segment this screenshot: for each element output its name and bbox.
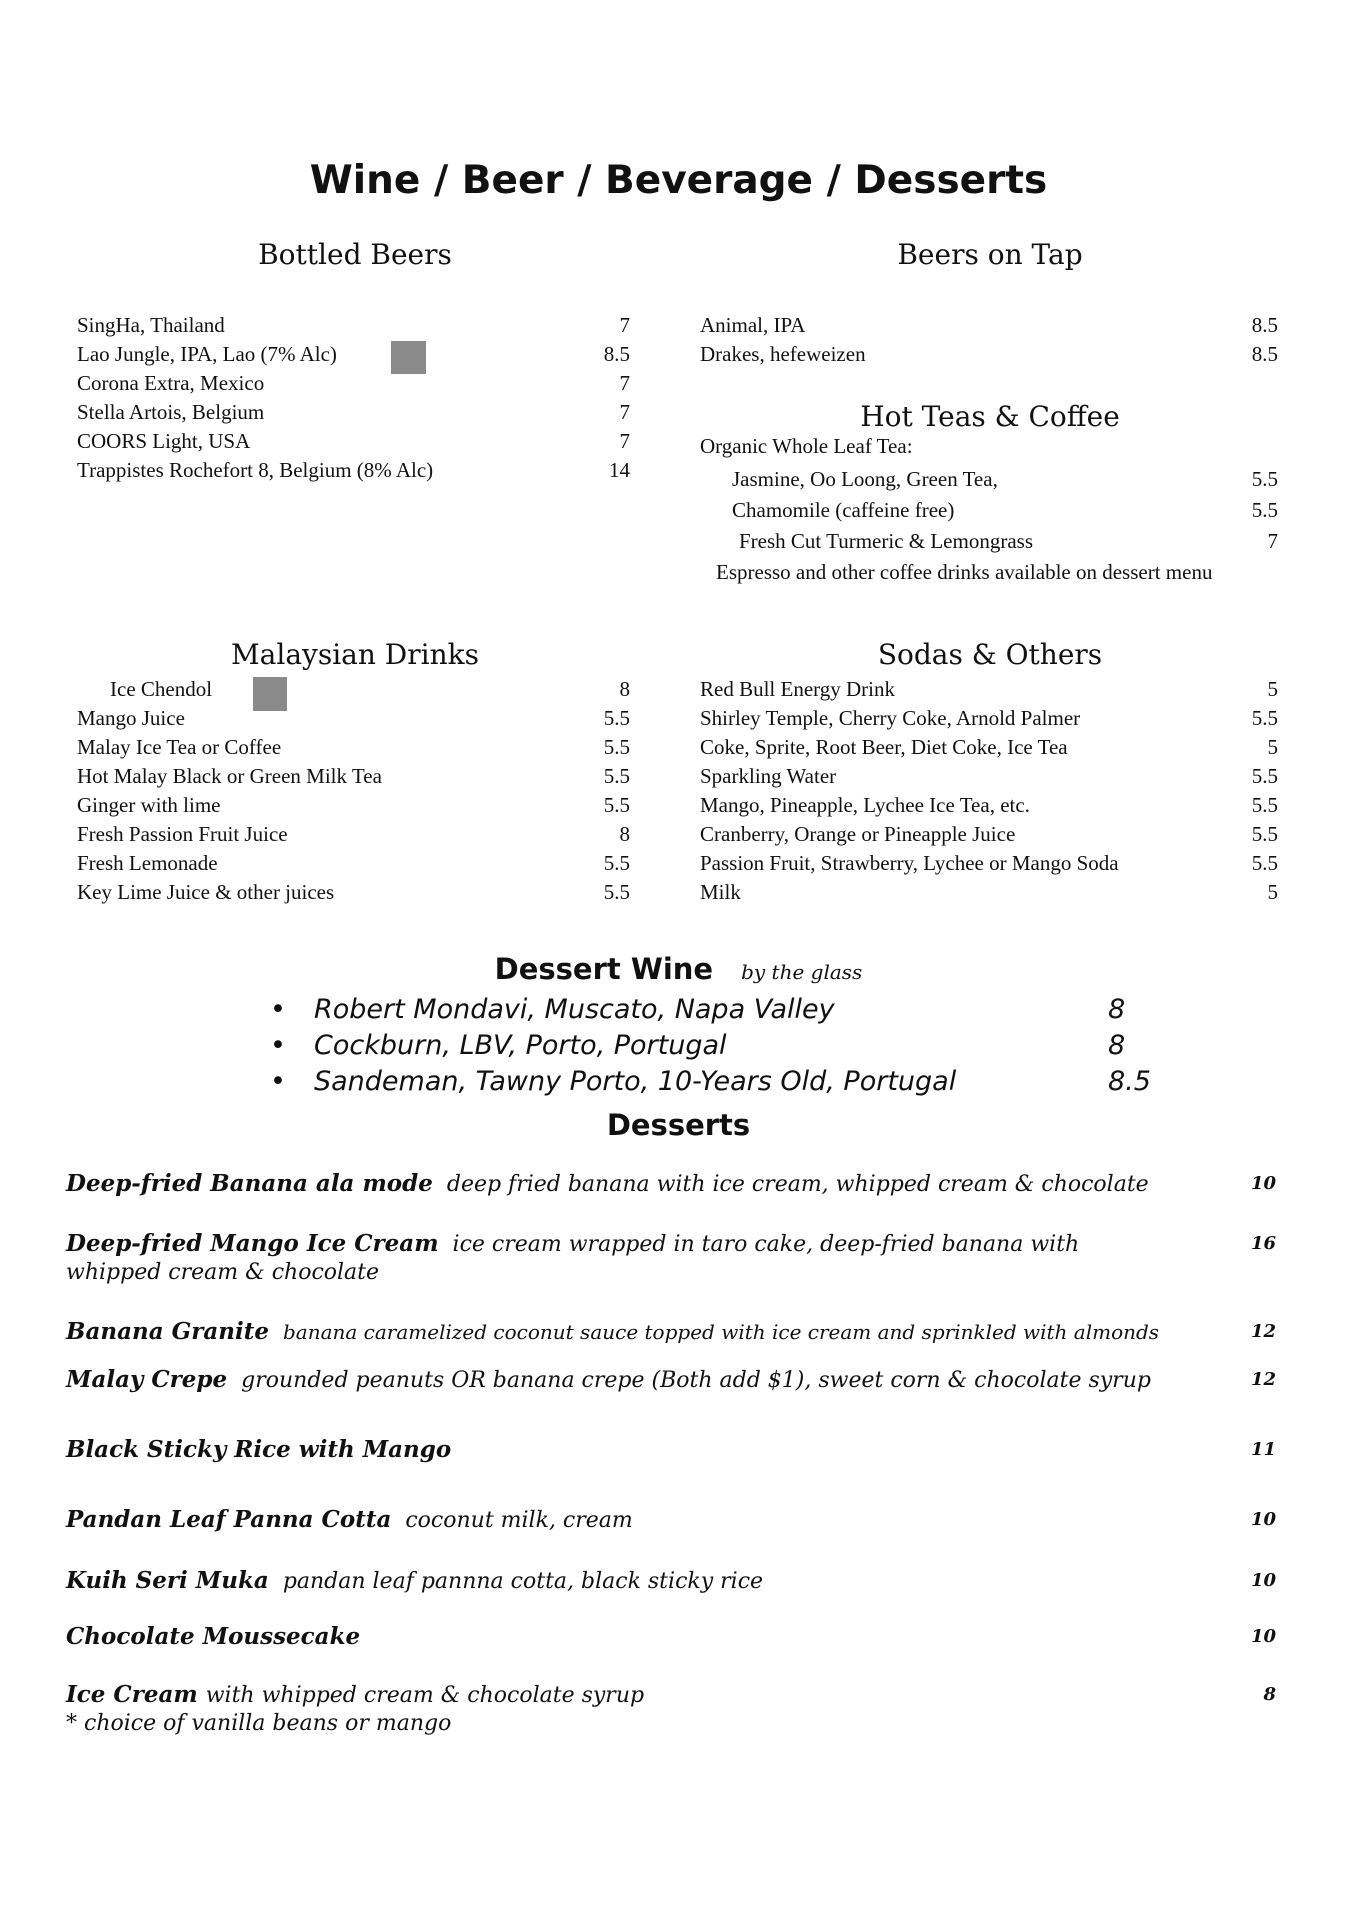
menu-item [700, 675, 1278, 704]
item-price: 5 [1267, 880, 1278, 904]
menu-item [77, 704, 630, 733]
item-price: 5.5 [603, 880, 630, 904]
menu-item [700, 340, 1278, 369]
item-price: 5.5 [1251, 706, 1278, 730]
item-name: Jasmine, Oo Loong, Green Tea, [732, 467, 998, 491]
item-price: 5 [1267, 735, 1278, 759]
dessert-desc: with whipped cream & chocolate syrup [205, 1683, 645, 1708]
item-name: Lao Jungle, IPA, Lao (7% Alc) [77, 342, 337, 366]
menu-item [77, 849, 630, 878]
item-name: Mango, Pineapple, Lychee Ice Tea, etc. [700, 793, 1030, 817]
bottled-beers-heading: Bottled Beers [258, 238, 452, 271]
item-price: 5.5 [603, 735, 630, 759]
bullet-icon: • [270, 1066, 286, 1097]
menu-item [700, 878, 1278, 907]
item-name: Hot Malay Black or Green Milk Tea [77, 764, 382, 788]
menu-item [700, 733, 1278, 762]
menu-item [77, 456, 630, 485]
dessert-wine-heading [0, 952, 1357, 986]
menu-item [77, 340, 630, 369]
list-item [270, 1028, 1150, 1064]
malaysian-drinks-list [77, 675, 630, 907]
menu-item [77, 820, 630, 849]
malaysian-drinks-heading: Malaysian Drinks [231, 638, 479, 671]
item-name: COORS Light, USA [77, 429, 251, 453]
image-placeholder [253, 677, 287, 711]
item-name: Animal, IPA [700, 313, 806, 337]
menu-item [77, 427, 630, 456]
dessert-name: Ice Cream [66, 1681, 198, 1708]
menu-item [77, 398, 630, 427]
item-price: 8.5 [603, 342, 630, 366]
menu-item [732, 496, 1278, 527]
item-name: Sandeman, Tawny Porto, 10-Years Old, Portugal [314, 1066, 957, 1097]
dessert-price: 8 [1263, 1684, 1276, 1705]
sodas-list [700, 675, 1278, 907]
dessert-price: 10 [1250, 1570, 1276, 1591]
item-name: Coke, Sprite, Root Beer, Diet Coke, Ice Tea [700, 735, 1068, 759]
dessert-price: 12 [1250, 1369, 1276, 1390]
image-placeholder [391, 341, 426, 374]
dessert-item [66, 1318, 1276, 1346]
menu-item [77, 369, 630, 398]
item-name: Fresh Lemonade [77, 851, 218, 875]
dessert-price: 16 [1250, 1233, 1276, 1254]
item-name: Sparkling Water [700, 764, 837, 788]
item-name: Trappistes Rochefort 8, Belgium (8% Alc) [77, 458, 434, 482]
dessert-name: Malay Crepe [66, 1366, 228, 1393]
dessert-wine-title: Dessert Wine [494, 952, 714, 986]
hot-teas-list [732, 465, 1278, 558]
item-name: Red Bull Energy Drink [700, 677, 896, 701]
dessert-wine-subtitle: by the glass [741, 960, 863, 984]
beers-on-tap-heading: Beers on Tap [897, 238, 1083, 271]
dessert-wine-list [270, 992, 1150, 1100]
dessert-price: 10 [1250, 1509, 1276, 1530]
dessert-item [66, 1230, 1276, 1287]
dessert-item [66, 1681, 1276, 1738]
item-price: 7 [1267, 529, 1278, 553]
item-price: 5.5 [603, 793, 630, 817]
bullet-icon: • [270, 994, 286, 1025]
sodas-heading: Sodas & Others [877, 638, 1103, 671]
tea-intro: Organic Whole Leaf Tea: [700, 434, 913, 458]
dessert-price: 11 [1250, 1439, 1276, 1460]
menu-item [77, 675, 630, 704]
item-price: 5 [1267, 677, 1278, 701]
item-price: 7 [619, 429, 630, 453]
dessert-name: Pandan Leaf Panna Cotta [66, 1506, 392, 1533]
item-price: 5.5 [603, 706, 630, 730]
item-price: 7 [619, 371, 630, 395]
item-name: Corona Extra, Mexico [77, 371, 265, 395]
item-price: 8.5 [1251, 313, 1278, 337]
dessert-desc: banana caramelized coconut sauce topped with ice cream and sprinkled with almonds [282, 1320, 1160, 1344]
item-price: 5.5 [603, 764, 630, 788]
item-name: Chamomile (caffeine free) [732, 498, 955, 522]
dessert-item [66, 1567, 1276, 1596]
menu-item [700, 311, 1278, 340]
item-price: 8 [1108, 1030, 1126, 1061]
menu-item [77, 762, 630, 791]
dessert-item [66, 1506, 1276, 1535]
menu-item [77, 733, 630, 762]
item-name: Ice Chendol [110, 677, 213, 701]
item-price: 5.5 [1251, 851, 1278, 875]
hot-teas-heading: Hot Teas & Coffee [860, 400, 1120, 433]
item-price: 8 [619, 677, 630, 701]
item-price: 8 [1108, 994, 1126, 1025]
page-title: Wine / Beer / Beverage / Desserts [309, 158, 1048, 203]
list-item [270, 992, 1150, 1028]
beers-on-tap-list [700, 311, 1278, 369]
item-price: 14 [609, 458, 630, 482]
dessert-name: Deep-fried Mango Ice Cream [66, 1230, 439, 1257]
item-name: Fresh Passion Fruit Juice [77, 822, 288, 846]
bottled-beers-list [77, 311, 630, 485]
item-price: 5.5 [603, 851, 630, 875]
dessert-item [66, 1436, 1276, 1465]
item-price: 5.5 [1251, 793, 1278, 817]
item-price: 5.5 [1251, 467, 1278, 491]
item-price: 7 [619, 313, 630, 337]
menu-item [700, 820, 1278, 849]
dessert-desc: grounded peanuts OR banana crepe (Both add $1), sweet corn & chocolate syrup [241, 1368, 1151, 1393]
item-price: 5.5 [1251, 822, 1278, 846]
desserts-heading: Desserts [606, 1108, 751, 1142]
menu-item [700, 704, 1278, 733]
list-item [270, 1064, 1150, 1100]
item-name: Robert Mondavi, Muscato, Napa Valley [314, 994, 835, 1025]
item-name: Shirley Temple, Cherry Coke, Arnold Palmer [700, 706, 1081, 730]
item-price: 8.5 [1108, 1066, 1151, 1097]
item-price: 7 [619, 400, 630, 424]
dessert-price: 10 [1250, 1626, 1276, 1647]
dessert-desc: coconut milk, cream [405, 1508, 633, 1533]
dessert-note: * choice of vanilla beans or mango [66, 1711, 452, 1736]
item-name: Key Lime Juice & other juices [77, 880, 335, 904]
bullet-icon: • [270, 1030, 286, 1061]
menu-item [732, 465, 1278, 496]
item-name: Drakes, hefeweizen [700, 342, 866, 366]
dessert-name: Chocolate Moussecake [66, 1623, 361, 1650]
dessert-name: Banana Granite [66, 1318, 269, 1345]
item-name: Stella Artois, Belgium [77, 400, 265, 424]
item-name: Cockburn, LBV, Porto, Portugal [314, 1030, 727, 1061]
item-name: Passion Fruit, Strawberry, Lychee or Mango Soda [700, 851, 1119, 875]
item-price: 8 [619, 822, 630, 846]
dessert-item [66, 1623, 1276, 1652]
item-name: SingHa, Thailand [77, 313, 225, 337]
item-name: Fresh Cut Turmeric & Lemongrass [739, 529, 1033, 553]
menu-item [732, 527, 1278, 558]
item-name: Malay Ice Tea or Coffee [77, 735, 282, 759]
menu-item [700, 762, 1278, 791]
item-name: Milk [700, 880, 741, 904]
dessert-price: 12 [1250, 1321, 1276, 1342]
menu-item [700, 849, 1278, 878]
item-name: Mango Juice [77, 706, 185, 730]
menu-item [77, 878, 630, 907]
item-name: Cranberry, Orange or Pineapple Juice [700, 822, 1016, 846]
dessert-name: Black Sticky Rice with Mango [66, 1436, 452, 1463]
item-price: 5.5 [1251, 498, 1278, 522]
coffee-note: Espresso and other coffee drinks available on dessert menu [716, 560, 1213, 584]
dessert-desc: pandan leaf pannna cotta, black sticky rice [282, 1569, 764, 1594]
dessert-item [66, 1366, 1276, 1395]
item-price: 8.5 [1251, 342, 1278, 366]
menu-item [700, 791, 1278, 820]
dessert-name: Deep-fried Banana ala mode [66, 1170, 433, 1197]
dessert-desc: deep fried banana with ice cream, whipped cream & chocolate [446, 1172, 1149, 1197]
menu-item [77, 311, 630, 340]
dessert-item [66, 1170, 1276, 1199]
menu-item [77, 791, 630, 820]
item-price: 5.5 [1251, 764, 1278, 788]
dessert-name: Kuih Seri Muka [66, 1567, 269, 1594]
dessert-desc: ice cream wrapped in taro cake, deep-fried banana with whipped cream & chocolate [66, 1232, 1080, 1285]
dessert-price: 10 [1250, 1173, 1276, 1194]
item-name: Ginger with lime [77, 793, 221, 817]
